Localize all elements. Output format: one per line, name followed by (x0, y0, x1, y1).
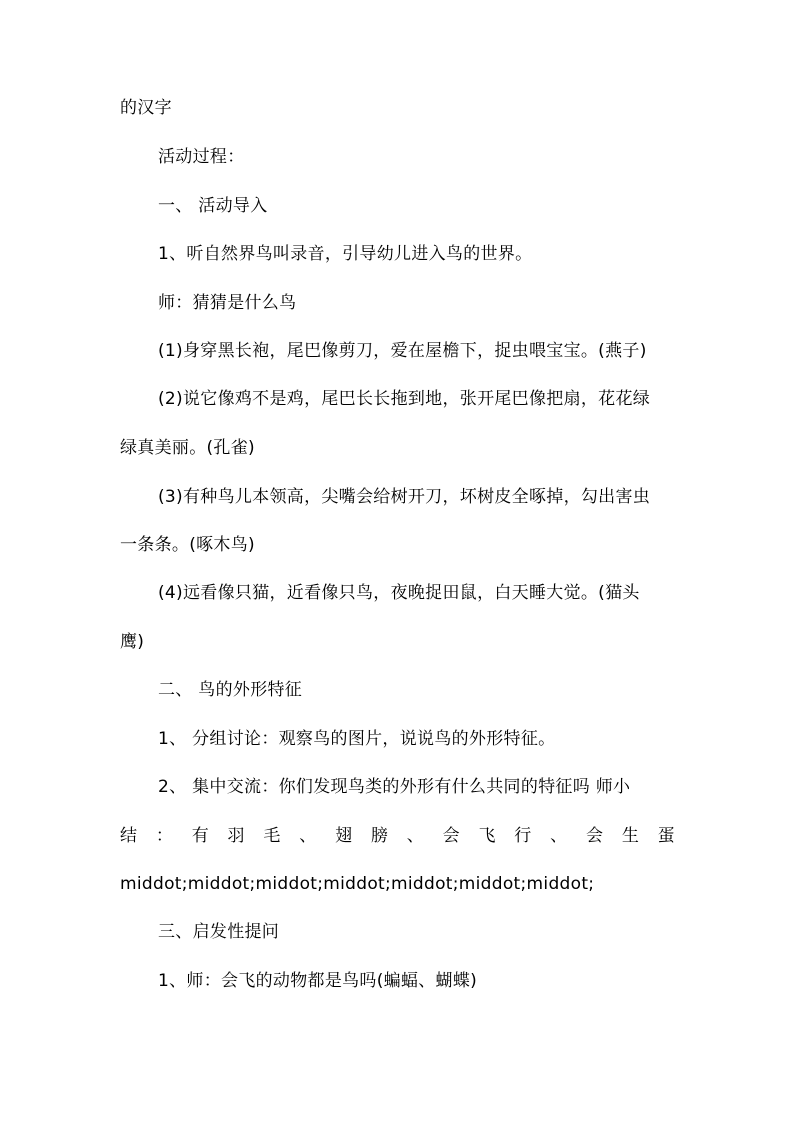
section-heading-inspiring-questions: 三、启发性提问 (158, 922, 280, 942)
section-heading-bird-features: 二、 鸟的外形特征 (158, 680, 303, 700)
summary-char: 翅 (335, 826, 353, 846)
summary-char: 有 (191, 826, 209, 846)
text-line-group-discussion: 1、 分组讨论：观察鸟的图片，说说鸟的外形特征。 (158, 729, 556, 749)
riddle-4-line-1: (4)远看像只猫，近看像只鸟，夜晚捉田鼠，白天睡大觉。(猫头 (158, 583, 640, 603)
summary-char: 、 (299, 826, 317, 846)
summary-char: 会 (442, 826, 460, 846)
riddle-2-line-1: (2)说它像鸡不是鸡，尾巴长长拖到地，张开尾巴像把扇，花花绿 (158, 389, 651, 409)
riddle-4-line-2: 鹰) (120, 632, 145, 652)
summary-char: 膀 (370, 826, 389, 846)
section-heading-activity-intro: 一、 活动导入 (158, 196, 268, 216)
summary-char: 行 (514, 826, 532, 846)
riddle-2-line-2: 绿真美丽。(孔雀) (120, 438, 255, 458)
text-line-item-1: 1、听自然界鸟叫录音，引导幼儿进入鸟的世界。 (158, 244, 533, 264)
text-line-activity-process: 活动过程： (158, 147, 245, 167)
text-line-teacher-guess: 师：猜猜是什么鸟 (158, 293, 297, 313)
riddle-3-line-2: 一条条。(啄木鸟) (120, 535, 255, 555)
riddle-3-line-1: (3)有种鸟儿本领高，尖嘴会给树开刀，坏树皮全啄掉，勾出害虫 (158, 487, 651, 507)
summary-char: 生 (621, 826, 640, 846)
summary-char: 会 (585, 826, 604, 846)
summary-char: 毛 (263, 826, 281, 846)
text-line-continuation: 的汉字 (120, 98, 172, 118)
text-line-middot: middot;middot;middot;middot;middot;middot;middot; (120, 874, 595, 894)
text-line-summary-justified (120, 824, 675, 848)
summary-char: 、 (406, 826, 425, 846)
summary-char: 飞 (478, 826, 496, 846)
summary-char: 蛋 (657, 826, 675, 846)
summary-char: 、 (550, 826, 568, 846)
summary-char: ： (155, 826, 174, 846)
text-line-question-1: 1、师：会飞的动物都是鸟吗(蝙蝠、蝴蝶) (158, 971, 478, 991)
summary-char: 结 (120, 826, 138, 846)
text-line-exchange: 2、 集中交流：你们发现鸟类的外形有什么共同的特征吗 师小 (158, 777, 631, 797)
riddle-1: (1)身穿黑长袍，尾巴像剪刀，爱在屋檐下，捉虫喂宝宝。(燕子) (158, 341, 647, 361)
summary-char: 羽 (227, 826, 245, 846)
